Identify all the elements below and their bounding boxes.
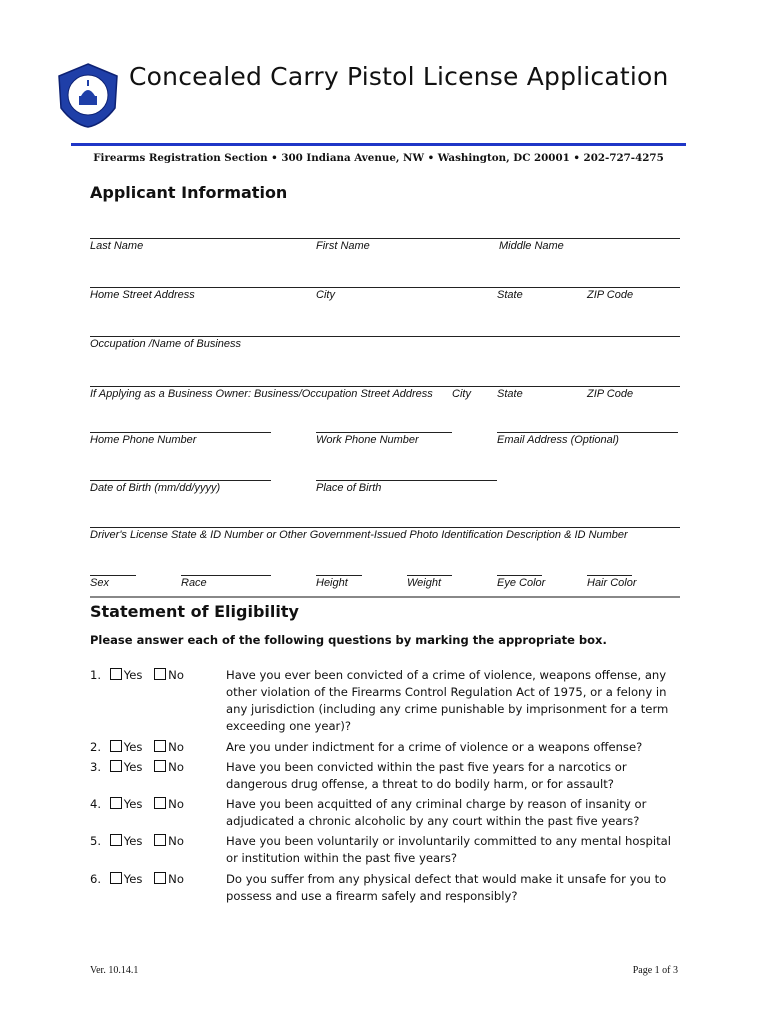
birth-place-label: Place of Birth [316,482,382,494]
section-divider [90,596,680,598]
weight-label: Weight [407,577,442,589]
birth-place-line[interactable] [316,480,497,481]
question-4-answers [90,796,184,813]
no-label: No [168,834,184,848]
question-number: 1. [90,668,102,682]
no-label: No [168,760,184,774]
city-label: City [316,289,335,301]
question-2-text: Are you under indictment for a crime of violence or a weapons offense? [226,740,643,754]
yes-checkbox[interactable] [110,797,122,809]
race-line[interactable] [181,575,271,576]
hair-color-line[interactable] [587,575,632,576]
eligibility-instruction: Please answer each of the following questions by marking the appropriate box. [90,633,607,647]
page-title: Concealed Carry Pistol License Application [129,62,669,91]
no-checkbox[interactable] [154,740,166,752]
business-state-label: State [497,388,523,400]
yes-label: Yes [123,760,143,774]
no-label: No [168,872,184,886]
business-address-line[interactable] [90,386,680,387]
question-number: 3. [90,760,102,774]
zip-label: ZIP Code [587,289,634,301]
question-3-text: Have you been convicted within the past five years for a narcotics or dangerous drug offense, a threat to do bodily harm, or for assault? [226,760,627,791]
email-line[interactable] [497,432,678,433]
question-2-answers [90,739,184,756]
eye-color-line[interactable] [497,575,542,576]
name-line[interactable] [90,238,680,239]
dob-label: Date of Birth (mm/dd/yyyy) [90,482,221,494]
yes-checkbox[interactable] [110,834,122,846]
yes-label: Yes [123,834,143,848]
home-phone-line[interactable] [90,432,271,433]
email-label: Email Address (Optional) [497,434,619,446]
drivers-license-label: Driver's License State & ID Number or Other Government-Issued Photo Identification Description & ID Number [90,529,628,541]
question-4-text: Have you been acquitted of any criminal charge by reason of insanity or adjudicated a chronic alcoholic by any court within the past five years? [226,797,647,828]
first-name-label: First Name [316,240,370,252]
race-label: Race [181,577,207,589]
no-checkbox[interactable] [154,668,166,680]
yes-label: Yes [123,797,143,811]
yes-label: Yes [123,872,143,886]
header-divider [71,143,686,146]
question-number: 2. [90,740,102,754]
occupation-line[interactable] [90,336,680,337]
question-3-answers [90,759,184,776]
question-number: 4. [90,797,102,811]
no-label: No [168,740,184,754]
occupation-label: Occupation /Name of Business [90,338,242,350]
question-number: 6. [90,872,102,886]
eligibility-heading: Statement of Eligibility [90,602,299,621]
no-label: No [168,797,184,811]
id-line[interactable] [90,527,680,528]
question-6-answers [90,871,184,888]
sex-label: Sex [90,577,109,589]
last-name-label: Last Name [90,240,144,252]
dob-line[interactable] [90,480,271,481]
no-label: No [168,668,184,682]
page-number: Page 1 of 3 [632,965,678,976]
question-number: 5. [90,834,102,848]
section-address: Firearms Registration Section • 300 Indiana Avenue, NW • Washington, DC 20001 • 202-727-4275 [93,152,664,164]
height-line[interactable] [316,575,362,576]
question-1-answers [90,667,184,684]
home-address-line[interactable] [90,287,680,288]
yes-checkbox[interactable] [110,668,122,680]
version-label: Ver. 10.14.1 [90,965,139,976]
no-checkbox[interactable] [154,872,166,884]
question-6-text: Do you suffer from any physical defect that would make it unsafe for you to possess and use a firearm safely and responsibly? [226,872,667,903]
question-1-text: Have you ever been convicted of a crime of violence, weapons offense, any other violation of the Firearms Control Regulation Act of 1975, or a felony in any jurisdiction (including any crime punishable by imprisonment for a term exceeding one year)? [226,668,669,733]
business-city-label: City [452,388,471,400]
eye-color-label: Eye Color [497,577,546,589]
yes-checkbox[interactable] [110,872,122,884]
yes-label: Yes [123,668,143,682]
weight-line[interactable] [407,575,452,576]
question-5-answers [90,833,184,850]
height-label: Height [316,577,348,589]
yes-label: Yes [123,740,143,754]
middle-name-label: Middle Name [499,240,564,252]
no-checkbox[interactable] [154,797,166,809]
police-badge-logo [55,62,121,128]
yes-checkbox[interactable] [110,740,122,752]
home-phone-label: Home Phone Number [90,434,197,446]
home-street-label: Home Street Address [90,289,195,301]
yes-checkbox[interactable] [110,760,122,772]
no-checkbox[interactable] [154,834,166,846]
sex-line[interactable] [90,575,136,576]
business-address-label: If Applying as a Business Owner: Business/Occupation Street Address [90,388,433,400]
applicant-info-heading: Applicant Information [90,183,288,202]
hair-color-label: Hair Color [587,577,637,589]
business-zip-label: ZIP Code [587,388,634,400]
no-checkbox[interactable] [154,760,166,772]
work-phone-line[interactable] [316,432,452,433]
state-label: State [497,289,523,301]
question-5-text: Have you been voluntarily or involuntarily committed to any mental hospital or institution within the past five years? [226,834,671,865]
work-phone-label: Work Phone Number [316,434,419,446]
